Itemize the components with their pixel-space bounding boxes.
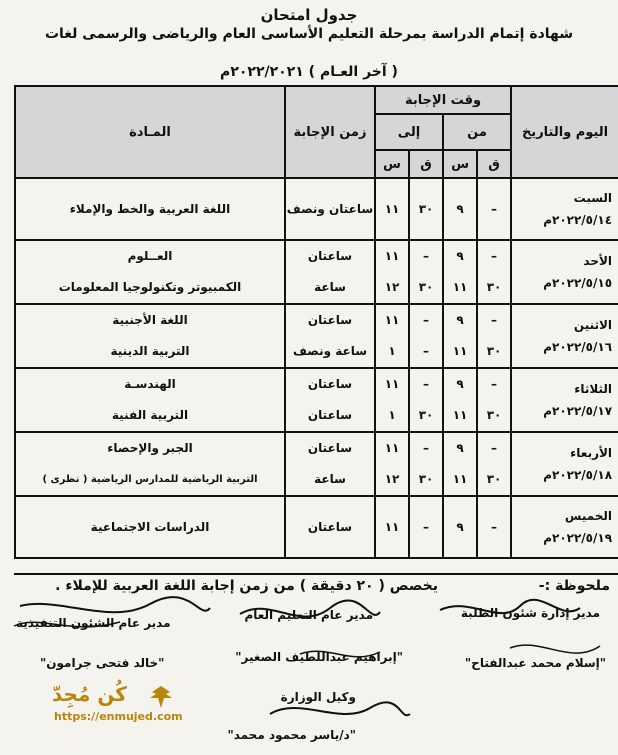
to-minute-cell-value: – xyxy=(423,344,430,358)
student-affairs-title: مدير إدارة شئون الطلبة xyxy=(460,606,600,620)
subject-cell-value: العــلوم xyxy=(127,249,173,263)
from-hour-header: س xyxy=(443,150,477,178)
from-hour-cell-value: ٩ xyxy=(456,441,464,455)
to-hour-cell-value: ١١ xyxy=(384,441,400,455)
duration-cell-value: ساعتان xyxy=(307,408,353,422)
to-hour-cell xyxy=(375,368,409,432)
note-separator xyxy=(14,573,618,575)
from-minute-cell xyxy=(477,304,511,368)
to-minute-cell-value: – xyxy=(423,441,430,455)
to-minute-cell-value: ٣٠ xyxy=(418,408,434,422)
subject-cell-value: اللغة الأجنبية xyxy=(112,313,188,327)
exam-schedule-title: جدول امتحان xyxy=(260,6,358,24)
subject-cell xyxy=(15,368,285,432)
day-name: الأحد xyxy=(583,254,613,268)
eagle-emblem-icon xyxy=(148,684,174,710)
to-minute-cell-value: ٣٠ xyxy=(418,280,434,294)
to-hour-cell xyxy=(375,496,409,558)
to-hour-cell-value: ١٢ xyxy=(384,472,400,486)
day-date-cell xyxy=(511,368,618,432)
from-minute-cell xyxy=(477,240,511,304)
to-minute-cell xyxy=(409,432,443,496)
schedule-row xyxy=(15,496,618,558)
duration-cell-value: ساعة xyxy=(314,472,346,486)
day-date-cell xyxy=(511,432,618,496)
subject-cell-value: الهندسـة xyxy=(124,377,176,391)
watermark-url: https://enmujed.com xyxy=(54,710,183,723)
exam-date: ٢٠٢٢/٥/١٦م xyxy=(543,340,613,354)
to-hour-cell-value: ١ xyxy=(388,408,396,422)
to-hour-cell-value: ١١ xyxy=(384,249,400,263)
from-minute-cell-value: – xyxy=(491,202,498,216)
subject-cell-value: الكمبيوتر وتكنولوجيا المعلومات xyxy=(58,280,242,294)
subject-cell xyxy=(15,496,285,558)
to-minute-cell-value: ٣٠ xyxy=(418,472,434,486)
to-minute-cell xyxy=(409,178,443,240)
subject-cell-value: اللغة العربية والخط والإملاء xyxy=(69,202,231,216)
exam-date: ٢٠٢٢/٥/١٥م xyxy=(543,276,613,290)
general-education-title: مدير عام التعليم العام xyxy=(244,608,373,622)
duration-cell-value: ساعتان xyxy=(307,313,353,327)
undersecretary-name: "د/ياسر محمود محمد" xyxy=(227,728,356,742)
from-hour-cell xyxy=(443,368,477,432)
duration-cell-value: ساعتان ونصف xyxy=(286,202,374,216)
from-hour-cell-value: ٩ xyxy=(456,520,464,534)
subject-cell xyxy=(15,178,285,240)
to-minute-cell-value: – xyxy=(423,313,430,327)
to-minute-cell xyxy=(409,304,443,368)
day-date-header: اليوم والتاريخ xyxy=(511,86,618,178)
subject-cell-value: التربية الفنية xyxy=(111,408,189,422)
from-minute-cell-value: ٣٠ xyxy=(486,472,502,486)
from-hour-cell xyxy=(443,432,477,496)
exam-date: ٢٠٢٢/٥/١٩م xyxy=(543,531,613,545)
to-minute-cell-value: ٣٠ xyxy=(418,202,434,216)
to-hour-cell xyxy=(375,240,409,304)
exam-date: ٢٠٢٢/٥/١٨م xyxy=(543,468,613,482)
to-minute-cell-value: – xyxy=(423,520,430,534)
to-hour-cell-value: ١٢ xyxy=(384,280,400,294)
day-name: الثلاثاء xyxy=(574,382,613,396)
day-date-cell xyxy=(511,496,618,558)
student-affairs-name: "إسلام محمد عبدالفتاح" xyxy=(464,656,606,670)
from-hour-cell-value: ١١ xyxy=(452,280,468,294)
from-minute-header: ق xyxy=(477,150,511,178)
from-hour-cell-value: ٩ xyxy=(456,313,464,327)
from-hour-cell-value: ٩ xyxy=(456,377,464,391)
to-minute-cell-value: – xyxy=(423,377,430,391)
exam-date: ٢٠٢٢/٥/١٧م xyxy=(543,404,613,418)
subject-cell xyxy=(15,240,285,304)
term-year: ( آخر العـام ) ٢٠٢٢/٢٠٢١م xyxy=(220,64,398,80)
duration-cell-value: ساعة xyxy=(314,280,346,294)
to-hour-cell-value: ١ xyxy=(388,344,396,358)
day-date-cell xyxy=(511,240,618,304)
duration-cell-value: ساعتان xyxy=(307,520,353,534)
undersecretary-title: وكيل الوزارة xyxy=(280,690,356,704)
to-minute-cell-value: – xyxy=(423,249,430,263)
to-hour-cell-value: ١١ xyxy=(384,202,400,216)
from-minute-cell-value: – xyxy=(491,441,498,455)
day-name: السبت xyxy=(573,191,613,205)
watermark-logo xyxy=(44,682,184,732)
to-hour-cell xyxy=(375,178,409,240)
to-minute-cell xyxy=(409,240,443,304)
from-minute-cell xyxy=(477,368,511,432)
from-hour-cell xyxy=(443,304,477,368)
exam-schedule-table xyxy=(14,85,618,559)
watermark-name: كُن مُجِدّ xyxy=(52,682,127,706)
from-minute-cell xyxy=(477,432,511,496)
duration-cell-value: ساعتان xyxy=(307,377,353,391)
duration-cell-value: ساعة ونصف xyxy=(292,344,368,358)
from-minute-cell-value: ٣٠ xyxy=(486,280,502,294)
from-minute-cell-value: – xyxy=(491,313,498,327)
from-minute-cell-value: – xyxy=(491,520,498,534)
general-education-name: "إبراهيم عبداللطيف الصغير" xyxy=(235,650,403,664)
from-header: من xyxy=(443,114,511,150)
from-minute-cell-value: – xyxy=(491,377,498,391)
to-hour-cell-value: ١١ xyxy=(384,377,400,391)
from-hour-cell xyxy=(443,496,477,558)
executive-affairs-name: "خالد فتحى جرامون" xyxy=(40,656,165,670)
to-hour-header: س xyxy=(375,150,409,178)
certificate-title: شهادة إتمام الدراسة بمرحلة التعليم الأساسى العام والرياضى والرسمى لغات xyxy=(44,26,574,42)
duration-cell xyxy=(285,178,375,240)
to-hour-cell-value: ١١ xyxy=(384,520,400,534)
from-minute-cell-value: ٣٠ xyxy=(486,344,502,358)
from-hour-cell-value: ١١ xyxy=(452,472,468,486)
duration-cell xyxy=(285,496,375,558)
to-minute-cell xyxy=(409,496,443,558)
to-hour-cell xyxy=(375,432,409,496)
day-name: الاثنين xyxy=(573,318,613,332)
schedule-row xyxy=(15,240,618,304)
day-date-cell xyxy=(511,304,618,368)
executive-affairs-title: مدير عام الشئون التنفيذية xyxy=(16,616,171,630)
from-minute-cell xyxy=(477,496,511,558)
exam-date: ٢٠٢٢/٥/١٤م xyxy=(543,213,613,227)
duration-cell xyxy=(285,240,375,304)
subject-cell-value: الجبر والإحصاء xyxy=(107,441,193,455)
from-hour-cell xyxy=(443,240,477,304)
schedule-row xyxy=(15,432,618,496)
schedule-row xyxy=(15,178,618,240)
duration-cell xyxy=(285,432,375,496)
subject-cell-value: التربية الدينية xyxy=(110,344,190,358)
day-name: الخميس xyxy=(564,509,613,523)
schedule-row xyxy=(15,304,618,368)
duration-cell-value: ساعتان xyxy=(307,441,353,455)
from-hour-cell xyxy=(443,178,477,240)
from-hour-cell-value: ٩ xyxy=(456,249,464,263)
from-hour-cell-value: ٩ xyxy=(456,202,464,216)
subject-header: المـادة xyxy=(15,86,285,178)
duration-cell xyxy=(285,304,375,368)
schedule-row xyxy=(15,368,618,432)
to-hour-cell-value: ١١ xyxy=(384,313,400,327)
subject-cell-value: التربية الرياضية للمدارس الرياضية ( نظرى ) xyxy=(42,474,258,485)
from-minute-cell-value: ٣٠ xyxy=(486,408,502,422)
schedule-body xyxy=(15,178,618,558)
day-date-cell xyxy=(511,178,618,240)
to-minute-cell xyxy=(409,368,443,432)
from-minute-cell xyxy=(477,178,511,240)
subject-cell xyxy=(15,304,285,368)
answer-time-header: وقت الإجابة xyxy=(375,86,511,114)
duration-cell-value: ساعتان xyxy=(307,249,353,263)
subject-cell-value: الدراسات الاجتماعية xyxy=(90,520,210,534)
to-minute-header: ق xyxy=(409,150,443,178)
from-minute-cell-value: – xyxy=(491,249,498,263)
subject-cell xyxy=(15,432,285,496)
from-hour-cell-value: ١١ xyxy=(452,344,468,358)
to-hour-cell xyxy=(375,304,409,368)
to-header: إلى xyxy=(375,114,443,150)
duration-cell xyxy=(285,368,375,432)
note-label: ملحوظة :- xyxy=(538,578,610,594)
note-text: يخصص ( ٢٠ دقيقة ) من زمن إجابة اللغة العربية للإملاء . xyxy=(55,578,438,594)
day-name: الأربعاء xyxy=(570,446,613,460)
from-hour-cell-value: ١١ xyxy=(452,408,468,422)
duration-header: زمن الإجابة xyxy=(285,86,375,178)
